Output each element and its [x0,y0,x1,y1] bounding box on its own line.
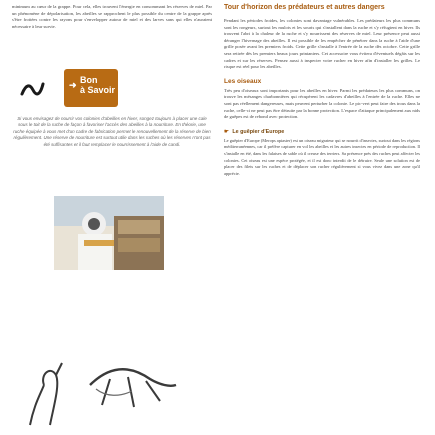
birds-paragraph: Très peu d'oiseaux sont importants pour les abeilles en hiver. Parmi les prédateurs les plus communs, on trouve les mésanges charbonnières qui récupèrent les cadavres d'abeilles à l'entrée de la ruche. Elles ne sont pas réellement dangereuses, mais peuvent perturber la colonie. Le pic-vert peut faire des trous dans la ruche, celle-ci ne peut pas être détruite par la bonne protection. L'espace d'attaque principalement aux nids de guêpes est de rebond avec protection. [224,87,420,120]
left-column [12,4,212,30]
intro-paragraph: minimum au cœur de la grappe. Pour cela, elles trouvent l'énergie en consommant les réserves de miel. Par un phénomène de dépolarisation, les abeilles se rapprochent le plus possible du centre de la grappe après s'être frottées contre les rayons pour s'envelopper autour de miel et des larves sans qui elles n'auraient nécessaire à leur survie. [12,4,212,29]
species-heading [224,129,420,135]
arrow-icon: ➜ [69,80,77,90]
tilde-icon [12,68,52,108]
species-title: Le guêpier d'Europe [232,128,285,135]
bon-a-savoir-badge [64,69,118,107]
bird-drawing [10,345,180,435]
species-box [224,129,420,178]
predators-intro: Pendant les périodes froides, les colonies sont davantage vulnérables. Les prédateurs les plus communs sont les rongeurs, surtout les mulots et les souris qui s'installent dans la ruche et s'y réfugient en hiver. Ils trouvent l'abri à la chaleur de la ruche et s'y nourrissent des réserves de miel. Leur présence peut aussi déranger l'hivernage des abeilles. Il est possible de les empêcher de pénétrer dans la ruche à l'aide d'une grille posée avant les premiers froids. Cette grille s'installe à l'entrée de la ruche dès octobre. Cette grille sera retirée dès les premiers beaux jours printaniers. Cet accessoire vous évitera d'éventuels dégâts sur les cadres et sur les réserves. Pensez aussi à inspecter votre rucher en hiver afin d'installer les grilles. Le risque est réel pour les abeilles. [224,18,420,70]
badge-line-1: Bon [80,75,98,85]
bon-a-savoir-header [12,68,212,108]
section-birds-heading: Les oiseaux [224,77,262,85]
article-title: Tour d'horizon des prédateurs et autres dangers [224,4,385,11]
pointing-hand-icon: ☛ [224,128,229,135]
tip-text: Si vous envisagez de nourrir vos colonies d'abeilles en hiver, songez toujours à placer une cale sous le toit de la ruche de façon à favoriser l'accès des abeilles à la nourriture. En théorie, une ruche équipée à vous met d'un cadre de fabrication permet le renouvellement de la réserve de bien régulièrement. Une réserve de nourriture est surtout utile dans les ruches où les réserves n'ont pas été suffisantes et il faut remplacer le nourrissement à l'aide de candi. [13,116,211,147]
right-column [224,4,420,177]
species-paragraph: Le guêpier d'Europe (Merops apiaster) est un oiseau migrateur qui se nourrit d'insectes, surtout dans les régions méditerranéennes, car il préfère capturer en vol les abeilles et les autres insectes en période de reproduction. Il s'installe en été, dans les falaises de sable où il creuse des terriers. Sa présence près des ruches peut affecter les colonies. Cet oiseau est une espèce protégée, et il est donc interdit de le détruire. Seule une solution est de placer des filets sur les ruches et de déplacer son rucher régulièrement si vous vivez dans une zone qu'il apprécie. [224,137,420,176]
beekeeper-photo [54,196,164,270]
badge-line-2: à Savoir [80,85,116,95]
